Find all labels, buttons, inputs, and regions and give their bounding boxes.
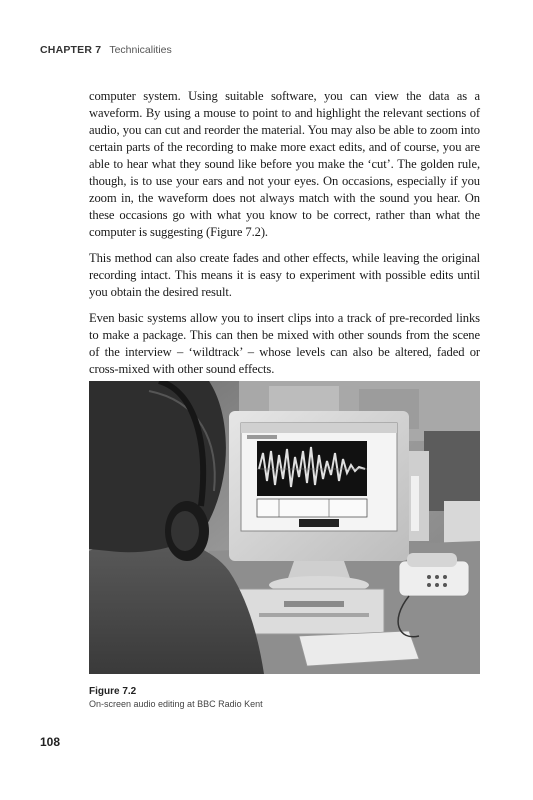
figure-label: Figure 7.2 (89, 686, 137, 697)
paragraph-3: Even basic systems allow you to insert clips into a track of pre-recorded links to make a package. This can then be mixed with other sounds from the scene of the interview – ‘wildtrack’ – whose levels can also be altered, faded or cross-mixed with other sound effects. (89, 311, 480, 376)
paragraph-2: This method can also create fades and other effects, while leaving the original recording intact. This means it is easy to experiment with possible edits until you obtain the desired result. (89, 251, 480, 299)
paragraph-1: computer system. Using suitable software, you can view the data as a waveform. By using a mouse to point to and highlight the relevant sections of audio, you can cut and reorder the material. You may also be able to zoom into certain parts of the recording to make more exact edits, and of course, you are able to hear what they sound like before you make the ‘cut’. The golden rule, though, is to use your ears and not your eyes. On occasions, especially if you zoom in, the waveform does not always match with the sound you hear. On these occasions go with what you know to be correct, rather than what the computer is suggesting (Figure 7.2). (89, 89, 480, 239)
running-head (40, 44, 172, 56)
figure-caption (89, 686, 263, 709)
chapter-label: CHAPTER 7 (40, 44, 102, 56)
section-title: Technicalities (109, 44, 172, 56)
page-number: 108 (40, 735, 61, 749)
figure-photo (89, 381, 480, 674)
body-text (89, 88, 480, 387)
figure-caption-text: On-screen audio editing at BBC Radio Kent (89, 699, 263, 709)
audio-editing-photo (89, 381, 480, 674)
